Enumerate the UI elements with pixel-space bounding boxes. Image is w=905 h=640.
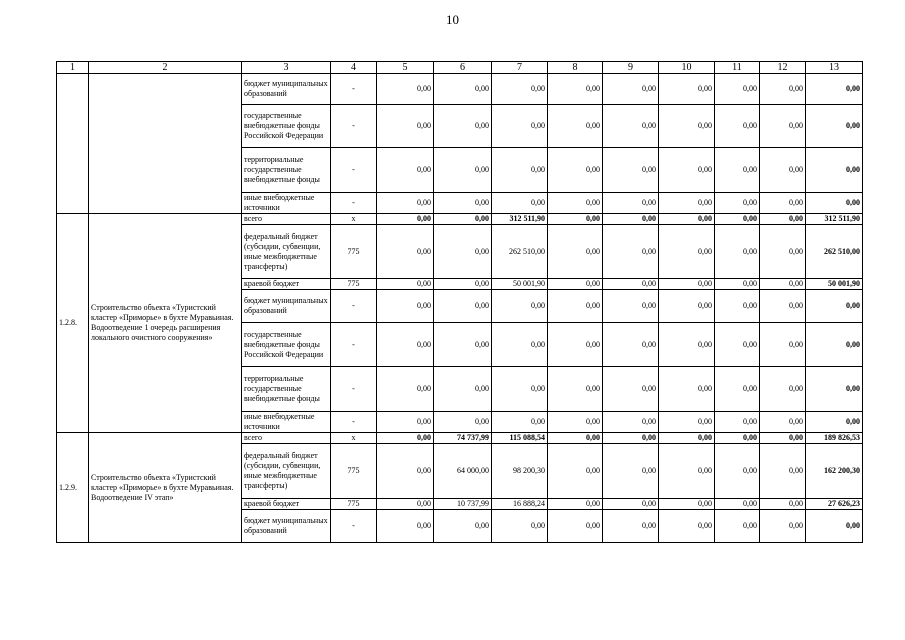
- value-cell: 0,00: [659, 214, 715, 225]
- column-header-8: 8: [548, 62, 603, 74]
- funding-source: иные внебюджетные источники: [242, 412, 331, 433]
- value-cell: 98 200,30: [492, 444, 548, 499]
- value-cell: 0,00: [548, 290, 603, 323]
- funding-source: всего: [242, 433, 331, 444]
- value-cell: 0,00: [806, 412, 863, 433]
- value-cell: 0,00: [659, 290, 715, 323]
- value-cell: 0,00: [603, 367, 659, 412]
- value-cell: 0,00: [806, 323, 863, 367]
- value-cell: 0,00: [377, 74, 434, 105]
- value-cell: 0,00: [659, 323, 715, 367]
- value-cell: 312 511,90: [806, 214, 863, 225]
- budget-code: 775: [331, 444, 377, 499]
- value-cell: 0,00: [760, 105, 806, 148]
- budget-code: -: [331, 290, 377, 323]
- value-cell: 0,00: [377, 279, 434, 290]
- value-cell: 0,00: [492, 510, 548, 543]
- value-cell: 0,00: [659, 279, 715, 290]
- value-cell: 0,00: [548, 193, 603, 214]
- value-cell: 0,00: [434, 290, 492, 323]
- value-cell: 0,00: [492, 74, 548, 105]
- value-cell: 0,00: [548, 105, 603, 148]
- value-cell: 0,00: [760, 214, 806, 225]
- value-cell: 0,00: [806, 193, 863, 214]
- value-cell: 0,00: [603, 510, 659, 543]
- value-cell: 0,00: [377, 433, 434, 444]
- value-cell: 0,00: [434, 214, 492, 225]
- value-cell: 0,00: [659, 367, 715, 412]
- value-cell: 50 001,90: [806, 279, 863, 290]
- value-cell: 0,00: [603, 148, 659, 193]
- value-cell: 0,00: [548, 499, 603, 510]
- value-cell: 0,00: [548, 148, 603, 193]
- budget-code: x: [331, 214, 377, 225]
- value-cell: 0,00: [806, 510, 863, 543]
- value-cell: 0,00: [603, 433, 659, 444]
- column-header-6: 6: [434, 62, 492, 74]
- funding-source: бюджет муниципальных образований: [242, 290, 331, 323]
- value-cell: 64 000,00: [434, 444, 492, 499]
- value-cell: 0,00: [760, 290, 806, 323]
- item-name: [89, 74, 242, 214]
- funding-source: бюджет муниципальных образований: [242, 510, 331, 543]
- budget-code: -: [331, 105, 377, 148]
- value-cell: 0,00: [806, 367, 863, 412]
- value-cell: 0,00: [434, 225, 492, 279]
- table-row: [57, 433, 863, 444]
- value-cell: 0,00: [377, 290, 434, 323]
- budget-code: -: [331, 367, 377, 412]
- budget-code: -: [331, 323, 377, 367]
- value-cell: 0,00: [434, 193, 492, 214]
- value-cell: 0,00: [715, 510, 760, 543]
- funding-source: краевой бюджет: [242, 499, 331, 510]
- column-header-9: 9: [603, 62, 659, 74]
- value-cell: 0,00: [492, 323, 548, 367]
- value-cell: 0,00: [760, 225, 806, 279]
- column-header-13: 13: [806, 62, 863, 74]
- value-cell: 0,00: [603, 105, 659, 148]
- value-cell: 115 088,54: [492, 433, 548, 444]
- value-cell: 0,00: [760, 367, 806, 412]
- value-cell: 0,00: [603, 279, 659, 290]
- value-cell: 0,00: [603, 214, 659, 225]
- value-cell: 162 200,30: [806, 444, 863, 499]
- value-cell: 0,00: [603, 290, 659, 323]
- item-code: [57, 74, 89, 214]
- value-cell: 0,00: [760, 148, 806, 193]
- value-cell: 0,00: [659, 74, 715, 105]
- value-cell: 0,00: [548, 444, 603, 499]
- value-cell: 0,00: [548, 367, 603, 412]
- value-cell: 0,00: [548, 510, 603, 543]
- value-cell: 0,00: [760, 74, 806, 105]
- column-header-7: 7: [492, 62, 548, 74]
- value-cell: 0,00: [715, 105, 760, 148]
- value-cell: 0,00: [548, 433, 603, 444]
- value-cell: 0,00: [760, 510, 806, 543]
- funding-source: государственные внебюджетные фонды Российской Федерации: [242, 105, 331, 148]
- value-cell: 0,00: [715, 74, 760, 105]
- value-cell: 0,00: [603, 74, 659, 105]
- value-cell: 0,00: [603, 323, 659, 367]
- value-cell: 0,00: [760, 193, 806, 214]
- value-cell: 0,00: [659, 225, 715, 279]
- value-cell: 0,00: [492, 193, 548, 214]
- value-cell: 0,00: [377, 323, 434, 367]
- column-header-4: 4: [331, 62, 377, 74]
- value-cell: 0,00: [659, 510, 715, 543]
- funding-source: федеральный бюджет (субсидии, субвенции, иные межбюджетные трансферты): [242, 225, 331, 279]
- value-cell: 50 001,90: [492, 279, 548, 290]
- value-cell: 0,00: [715, 214, 760, 225]
- column-header-12: 12: [760, 62, 806, 74]
- value-cell: 0,00: [377, 105, 434, 148]
- budget-code: -: [331, 148, 377, 193]
- value-cell: 0,00: [377, 444, 434, 499]
- value-cell: 0,00: [434, 323, 492, 367]
- value-cell: 0,00: [760, 323, 806, 367]
- budget-code: 775: [331, 279, 377, 290]
- value-cell: 0,00: [492, 412, 548, 433]
- value-cell: 312 511,90: [492, 214, 548, 225]
- value-cell: 27 626,23: [806, 499, 863, 510]
- value-cell: 0,00: [715, 444, 760, 499]
- column-header-10: 10: [659, 62, 715, 74]
- value-cell: 0,00: [377, 148, 434, 193]
- value-cell: 0,00: [715, 412, 760, 433]
- column-header-1: 1: [57, 62, 89, 74]
- value-cell: 0,00: [492, 367, 548, 412]
- funding-source: федеральный бюджет (субсидии, субвенции, иные межбюджетные трансферты): [242, 444, 331, 499]
- funding-source: краевой бюджет: [242, 279, 331, 290]
- value-cell: 0,00: [434, 510, 492, 543]
- value-cell: 0,00: [434, 148, 492, 193]
- value-cell: 0,00: [760, 412, 806, 433]
- value-cell: 0,00: [548, 279, 603, 290]
- value-cell: 0,00: [659, 105, 715, 148]
- value-cell: 0,00: [434, 412, 492, 433]
- value-cell: 262 510,00: [492, 225, 548, 279]
- budget-table: [56, 61, 863, 543]
- value-cell: 0,00: [659, 148, 715, 193]
- value-cell: 0,00: [760, 499, 806, 510]
- funding-source: территориальные государственные внебюджетные фонды: [242, 148, 331, 193]
- page-number: 10: [446, 12, 459, 27]
- value-cell: 0,00: [659, 499, 715, 510]
- value-cell: 0,00: [659, 433, 715, 444]
- value-cell: 0,00: [434, 74, 492, 105]
- item-code: 1.2.9.: [57, 433, 89, 543]
- value-cell: 0,00: [603, 412, 659, 433]
- value-cell: 0,00: [548, 323, 603, 367]
- value-cell: 189 826,53: [806, 433, 863, 444]
- value-cell: 0,00: [434, 105, 492, 148]
- value-cell: 0,00: [377, 499, 434, 510]
- value-cell: 0,00: [659, 444, 715, 499]
- budget-code: x: [331, 433, 377, 444]
- value-cell: 0,00: [715, 323, 760, 367]
- value-cell: 0,00: [603, 444, 659, 499]
- table-row: [57, 214, 863, 225]
- funding-source: всего: [242, 214, 331, 225]
- value-cell: 0,00: [434, 367, 492, 412]
- value-cell: 0,00: [603, 193, 659, 214]
- budget-code: -: [331, 193, 377, 214]
- value-cell: 0,00: [715, 433, 760, 444]
- value-cell: 262 510,00: [806, 225, 863, 279]
- funding-source: государственные внебюджетные фонды Российской Федерации: [242, 323, 331, 367]
- value-cell: 0,00: [715, 225, 760, 279]
- funding-source: иные внебюджетные источники: [242, 193, 331, 214]
- value-cell: 0,00: [715, 367, 760, 412]
- budget-code: -: [331, 74, 377, 105]
- column-header-2: 2: [89, 62, 242, 74]
- value-cell: 0,00: [659, 193, 715, 214]
- value-cell: 0,00: [492, 148, 548, 193]
- item-code: 1.2.8.: [57, 214, 89, 433]
- value-cell: 0,00: [548, 74, 603, 105]
- value-cell: 0,00: [760, 444, 806, 499]
- budget-code: 775: [331, 499, 377, 510]
- column-header-5: 5: [377, 62, 434, 74]
- value-cell: 0,00: [377, 193, 434, 214]
- value-cell: 0,00: [492, 290, 548, 323]
- value-cell: 0,00: [603, 225, 659, 279]
- funding-source: бюджет муниципальных образований: [242, 74, 331, 105]
- value-cell: 16 888,24: [492, 499, 548, 510]
- value-cell: 0,00: [659, 412, 715, 433]
- item-name: Строительство объекта «Туристский кластер «Приморье» в бухте Муравьиная. Водоотведение 1 очередь расширения локального очистного сооружения»: [89, 214, 242, 433]
- budget-code: -: [331, 510, 377, 543]
- value-cell: 74 737,99: [434, 433, 492, 444]
- value-cell: 0,00: [603, 499, 659, 510]
- funding-source: территориальные государственные внебюджетные фонды: [242, 367, 331, 412]
- value-cell: 0,00: [377, 367, 434, 412]
- value-cell: 0,00: [806, 148, 863, 193]
- value-cell: 0,00: [806, 290, 863, 323]
- budget-code: 775: [331, 225, 377, 279]
- value-cell: 0,00: [377, 412, 434, 433]
- value-cell: 10 737,99: [434, 499, 492, 510]
- value-cell: 0,00: [715, 279, 760, 290]
- item-name: Строительство объекта «Туристский кластер «Приморье» в бухте Муравьиная. Водоотведение IV этап»: [89, 433, 242, 543]
- value-cell: 0,00: [377, 510, 434, 543]
- value-cell: 0,00: [715, 148, 760, 193]
- value-cell: 0,00: [377, 225, 434, 279]
- value-cell: 0,00: [806, 74, 863, 105]
- value-cell: 0,00: [806, 105, 863, 148]
- value-cell: 0,00: [548, 412, 603, 433]
- value-cell: 0,00: [377, 214, 434, 225]
- value-cell: 0,00: [434, 279, 492, 290]
- value-cell: 0,00: [548, 214, 603, 225]
- column-header-3: 3: [242, 62, 331, 74]
- budget-code: -: [331, 412, 377, 433]
- column-header-11: 11: [715, 62, 760, 74]
- value-cell: 0,00: [760, 279, 806, 290]
- value-cell: 0,00: [492, 105, 548, 148]
- value-cell: 0,00: [715, 193, 760, 214]
- header-row: [57, 62, 863, 74]
- table-row: [57, 74, 863, 105]
- value-cell: 0,00: [548, 225, 603, 279]
- value-cell: 0,00: [715, 290, 760, 323]
- value-cell: 0,00: [715, 499, 760, 510]
- value-cell: 0,00: [760, 433, 806, 444]
